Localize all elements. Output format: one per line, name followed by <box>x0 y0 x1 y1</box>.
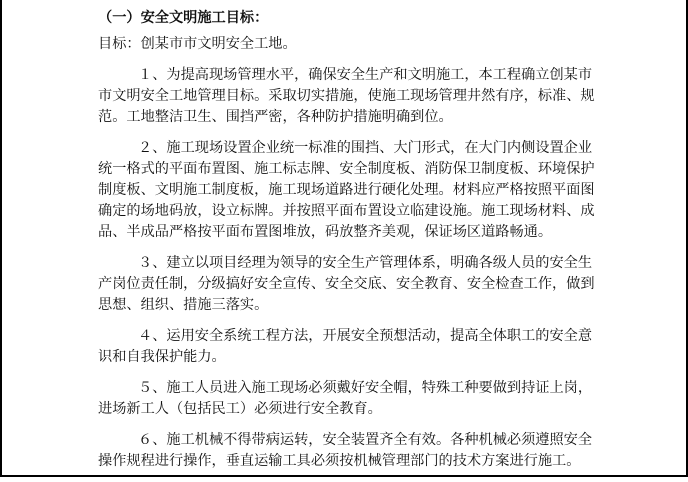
paragraph-line: ５、施工人员进入施工现场必须戴好安全帽，特殊工种要做到持证上岗， <box>138 380 593 396</box>
paragraph-line: 操作规程进行操作，垂直运输工具必须按机械管理部门的技术方案进行施工。 <box>98 453 581 469</box>
paragraph-line: 统一格式的平面布置图、施工标志牌、安全制度板、消防保卫制度板、环境保护 <box>98 161 595 177</box>
paragraph-line: 识和自我保护能力。 <box>98 349 226 365</box>
paragraph-6 <box>58 430 610 472</box>
paragraph-line: 范。工地整洁卫生、围挡严密，各种防护措施明确到位。 <box>98 109 453 125</box>
paragraph-line: ４、运用安全系统工程方法，开展安全预想活动，提高全体职工的安全意 <box>138 328 593 344</box>
paragraph-line: ６、施工机械不得带病运转，安全装置齐全有效。各种机械必须遵照安全 <box>138 432 593 448</box>
paragraph-line: 品、半成品严格按平面布置图堆放，码放整齐美观，保证场区道路畅通。 <box>98 224 553 240</box>
paragraph-5 <box>58 378 610 420</box>
paragraph-line: 确定的场地码放，设立标牌。并按照平面布置设立临建设施。施工现场材料、成 <box>98 203 595 219</box>
document-body <box>58 8 610 482</box>
paragraph-line: 制度板、文明施工制度板，施工现场道路进行硬化处理。材料应严格按照平面图 <box>98 182 595 198</box>
paragraph-4 <box>58 326 610 368</box>
goal-statement: 目标：创某市市文明安全工地。 <box>98 36 297 52</box>
paragraph-line: 思想、组织、措施三落实。 <box>98 297 269 313</box>
paragraph-3 <box>58 253 610 316</box>
paragraph-line: 产岗位责任制，分级搞好安全宣传、安全交底、安全教育、安全检查工作，做到 <box>98 276 595 292</box>
paragraph-2 <box>58 138 610 243</box>
paragraph-line: 进场新工人（包括民工）必须进行安全教育。 <box>98 401 382 417</box>
paragraph-1 <box>58 65 610 128</box>
paragraph-line: １、为提高现场管理水平，确保安全生产和文明施工，本工程确立创某市 <box>138 67 593 83</box>
paragraph-line: ３、建立以项目经理为领导的安全生产管理体系，明确各级人员的安全生 <box>138 255 593 271</box>
section-heading: （一）安全文明施工目标： <box>98 10 269 26</box>
paragraph-line: 市文明安全工地管理目标。采取切实措施，使施工现场管理井然有序，标准、规 <box>98 88 595 104</box>
paragraph-line: ２、施工现场设置企业统一标准的围挡、大门形式，在大门内侧设置企业 <box>138 140 593 156</box>
